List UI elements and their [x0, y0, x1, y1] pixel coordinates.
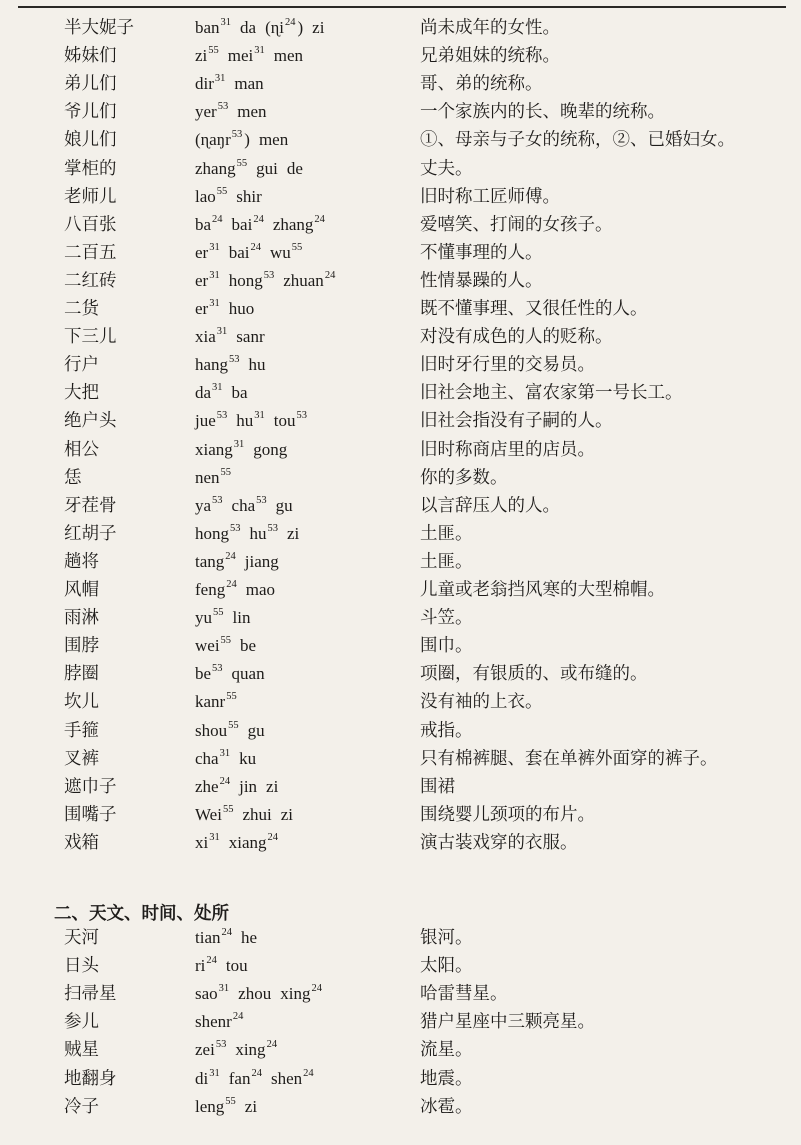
- syllable: be: [240, 636, 257, 656]
- syllable: tang$^{24}$: [195, 550, 236, 571]
- tone-number: 55: [216, 185, 228, 197]
- dialect-word: 地翻身: [64, 1068, 117, 1089]
- definition: 旧社会指没有子嗣的人。: [420, 411, 613, 432]
- syllable: ): [297, 18, 304, 37]
- glossary-row: [0, 660, 801, 688]
- definition: 旧时牙行里的交易员。: [420, 355, 595, 376]
- syllable: (ɳaŋr$^{53}$: [195, 129, 243, 150]
- definition: 兄弟姐妹的统称。: [420, 46, 560, 67]
- glossary-row: [0, 1036, 801, 1064]
- dialect-word: 叉裤: [64, 748, 99, 769]
- tone-number: 24: [311, 983, 322, 995]
- definition: 土匪。: [420, 551, 473, 572]
- glossary-row: [0, 1065, 801, 1093]
- glossary-row: [0, 211, 801, 239]
- pronunciation: [195, 98, 276, 129]
- definition: 对没有成色的人的贬称。: [420, 327, 613, 348]
- dialect-word: 围嘴子: [64, 804, 117, 825]
- tone-number: 31: [219, 747, 231, 759]
- pronunciation: [195, 1093, 266, 1124]
- tone-number: 53: [267, 522, 278, 534]
- tone-number: 55: [213, 607, 224, 619]
- syllable: huo: [228, 299, 255, 318]
- syllable: cha$^{31}$: [195, 747, 231, 768]
- syllable: $er^{31}$: [195, 298, 220, 318]
- glossary-row: [0, 1008, 801, 1036]
- syllable: bai$^{24}$: [228, 241, 261, 262]
- dialect-word: 天河: [64, 928, 99, 948]
- syllable: hu: [248, 355, 266, 375]
- syllable: zhuan$^{24}$: [283, 269, 336, 290]
- glossary-row: [0, 295, 801, 323]
- tone-number: 24: [212, 213, 223, 225]
- syllable: xing$^{24}$: [280, 983, 322, 1004]
- dialect-word: 牙茬骨: [64, 495, 117, 516]
- glossary-row: [0, 70, 801, 98]
- tone-number: 53: [296, 410, 308, 422]
- syllable: zi: [266, 776, 279, 796]
- glossary-row: [0, 1093, 801, 1121]
- pronunciation: [195, 42, 312, 73]
- syllable: shou$^{55}$: [195, 719, 239, 740]
- syllable: zi: [287, 523, 300, 543]
- glossary-row: [0, 436, 801, 464]
- glossary-row: [0, 126, 801, 154]
- pronunciation: [195, 407, 316, 438]
- syllable: da: [240, 18, 257, 37]
- tone-number: 53: [215, 1039, 227, 1051]
- syllable: $yu^{55}$: [195, 607, 224, 628]
- definition: 斗笠。: [420, 608, 473, 629]
- pronunciation: [195, 952, 257, 983]
- dialect-word: 脖圈: [64, 664, 99, 685]
- definition: 银河。: [420, 928, 473, 948]
- dialect-word: 围脖: [64, 636, 99, 657]
- definition: ①、母亲与子女的统称，②、已婚妇女。: [420, 130, 735, 151]
- glossary-row: [0, 239, 801, 267]
- glossary-row: [0, 924, 801, 952]
- syllable: (ɳi$^{24}$: [265, 17, 296, 37]
- glossary-row: [0, 717, 801, 745]
- glossary-row: [0, 98, 801, 126]
- definition: 只有棉裤腿、套在单裤外面穿的裤子。: [420, 748, 718, 769]
- syllable: feng$^{24}$: [195, 579, 237, 599]
- pronunciation: [195, 801, 302, 832]
- syllable: $xi^{31}$: [195, 831, 220, 852]
- dialect-word: 八百张: [64, 214, 117, 235]
- tone-number: 55: [226, 691, 237, 703]
- dialect-word: 半大妮子: [64, 18, 134, 38]
- glossary-row: [0, 464, 801, 492]
- tone-number: 53: [212, 663, 223, 675]
- pronunciation: [195, 126, 297, 157]
- syllable: men: [258, 130, 289, 150]
- glossary-row: [0, 267, 801, 295]
- tone-number: 31: [216, 326, 228, 338]
- tone-number: 55: [236, 157, 248, 169]
- glossary-row: [0, 632, 801, 660]
- syllable: $be^{53}$: [195, 663, 223, 684]
- definition: 没有袖的上衣。: [420, 692, 543, 713]
- dialect-word: 娘儿们: [64, 130, 117, 151]
- dialect-word: 贼星: [64, 1040, 99, 1061]
- tone-number: 53: [263, 269, 275, 281]
- definition: 地震。: [420, 1068, 473, 1089]
- syllable: $wu^{55}$: [270, 241, 303, 262]
- dialect-word: 二百五: [64, 242, 117, 263]
- tone-number: 24: [232, 1011, 244, 1023]
- pronunciation: [195, 829, 287, 860]
- tone-number: 24: [226, 579, 237, 590]
- definition: 太阳。: [420, 956, 473, 977]
- pronunciation: [195, 295, 263, 326]
- dialect-word: 相公: [64, 439, 99, 460]
- dialect-word: 风帽: [64, 580, 99, 600]
- pronunciation: [195, 924, 266, 955]
- tone-number: 24: [284, 17, 296, 28]
- pronunciation: [195, 548, 288, 579]
- glossary-row: [0, 745, 801, 773]
- dialect-word: 戏箱: [64, 832, 99, 853]
- dialect-word: 二红砖: [64, 270, 117, 291]
- tone-number: 24: [225, 550, 236, 562]
- syllable: jue$^{53}$: [195, 410, 228, 431]
- tone-number: 55: [208, 45, 219, 57]
- dialect-word: 大把: [64, 383, 99, 404]
- glossary-row: [0, 980, 801, 1008]
- dialect-word: 恁: [64, 467, 82, 488]
- syllable: cha$^{53}$: [231, 494, 267, 515]
- dialect-word: 老师儿: [64, 186, 117, 207]
- syllable: gu: [275, 495, 293, 515]
- definition: 项圈，有银质的、或布缝的。: [420, 664, 648, 685]
- tone-number: 24: [314, 213, 325, 225]
- syllable: bai$^{24}$: [231, 213, 264, 234]
- tone-number: 53: [216, 410, 228, 422]
- tone-number: 31: [209, 269, 220, 281]
- glossary-row: [0, 688, 801, 716]
- syllable: gong: [253, 439, 288, 459]
- syllable: lin: [232, 608, 251, 628]
- definition: 旧时称商店里的店员。: [420, 439, 595, 460]
- syllable: shenr$^{24}$: [195, 1011, 244, 1032]
- definition: 旧时称工匠师傅。: [420, 186, 560, 207]
- syllable: $ya^{53}$: [195, 494, 223, 515]
- syllable: zhang$^{24}$: [272, 213, 325, 234]
- tone-number: 24: [266, 1039, 278, 1051]
- definition: 冰雹。: [420, 1096, 473, 1117]
- syllable: xiang$^{31}$: [195, 438, 245, 459]
- dialect-word: 爷儿们: [64, 102, 117, 123]
- dialect-word: 趟将: [64, 551, 99, 572]
- tone-number: 31: [209, 1067, 220, 1079]
- tone-number: 53: [231, 129, 243, 141]
- tone-number: 31: [233, 438, 245, 450]
- glossary-row: [0, 42, 801, 70]
- syllable: xiang$^{24}$: [228, 831, 279, 852]
- syllable: sanr: [236, 327, 265, 347]
- glossary-row: [0, 576, 801, 604]
- definition: 演古装戏穿的衣服。: [420, 832, 578, 853]
- glossary-row: [0, 548, 801, 576]
- syllable: tian$^{24}$: [195, 927, 232, 947]
- definition: 丈夫。: [420, 158, 473, 179]
- syllable: ): [244, 130, 250, 150]
- syllable: yer$^{53}$: [195, 101, 229, 122]
- syllable: dir$^{31}$: [195, 73, 226, 94]
- pronunciation: [195, 436, 296, 467]
- tone-number: 55: [291, 241, 303, 253]
- definition: 哈雷彗星。: [420, 984, 508, 1005]
- tone-number: 31: [254, 45, 265, 57]
- pronunciation: [195, 688, 246, 719]
- syllable: hong$^{53}$: [228, 269, 275, 290]
- syllable: $di^{31}$: [195, 1067, 220, 1088]
- tone-number: 53: [229, 354, 240, 366]
- syllable: fan$^{24}$: [228, 1067, 262, 1088]
- definition: 哥、弟的统称。: [420, 74, 543, 95]
- syllable: sao$^{31}$: [195, 983, 230, 1004]
- tone-number: 24: [324, 269, 336, 281]
- definition: 尚未成年的女性。: [420, 18, 560, 38]
- syllable: mao: [245, 580, 275, 599]
- syllable: mei$^{31}$: [227, 45, 265, 66]
- tone-number: 24: [253, 213, 264, 225]
- tone-number: 24: [251, 1067, 262, 1079]
- dialect-word: 下三儿: [64, 327, 117, 348]
- tone-number: 55: [228, 719, 239, 731]
- definition: 围裙: [420, 776, 455, 797]
- syllable: $er^{31}$: [195, 241, 220, 262]
- definition: 爱嘻笑、打闹的女孩子。: [420, 214, 613, 235]
- dialect-word: 手箍: [64, 720, 99, 741]
- syllable: zhang$^{55}$: [195, 157, 248, 178]
- definition: 流星。: [420, 1040, 473, 1061]
- pronunciation: [195, 323, 274, 354]
- pronunciation: [195, 520, 308, 551]
- glossary-row: [0, 14, 801, 42]
- glossary-row: [0, 155, 801, 183]
- definition: 以言辞压人的人。: [420, 495, 560, 516]
- pronunciation: [195, 351, 275, 382]
- pronunciation: [195, 14, 333, 45]
- definition: 戒指。: [420, 720, 473, 741]
- glossary-row: [0, 952, 801, 980]
- syllable: xing$^{24}$: [235, 1039, 278, 1060]
- pronunciation: [195, 267, 344, 298]
- tone-number: 31: [212, 382, 223, 394]
- syllable: $hu^{31}$: [236, 410, 265, 431]
- dialect-word: 姊妹们: [64, 46, 117, 67]
- syllable: zi: [280, 804, 294, 824]
- tone-number: 53: [230, 522, 241, 534]
- pronunciation: [195, 773, 287, 804]
- pronunciation: [195, 155, 312, 186]
- syllable: zhui: [242, 804, 272, 824]
- pronunciation: [195, 211, 334, 242]
- tone-number: 31: [254, 410, 265, 422]
- syllable: he: [241, 928, 258, 947]
- syllable: ban$^{31}$: [195, 17, 232, 37]
- syllable: tou: [225, 956, 248, 976]
- pronunciation: [195, 70, 273, 101]
- glossary-row: [0, 520, 801, 548]
- syllable: jiang: [244, 551, 279, 571]
- definition: 围绕婴儿颈项的布片。: [420, 804, 595, 825]
- syllable: $hu^{53}$: [249, 522, 278, 543]
- glossary-row: [0, 323, 801, 351]
- syllable: $zi^{55}$: [195, 45, 219, 66]
- glossary-row: [0, 379, 801, 407]
- tone-number: 24: [303, 1067, 314, 1079]
- definition: 你的多数。: [420, 467, 508, 488]
- glossary-row: [0, 773, 801, 801]
- tone-number: 31: [209, 831, 220, 843]
- pronunciation: [195, 183, 271, 214]
- tone-number: 55: [225, 1095, 236, 1107]
- pronunciation: [195, 379, 257, 410]
- syllable: $ba^{24}$: [195, 213, 223, 234]
- dialect-word: 参儿: [64, 1012, 99, 1033]
- section-heading: 二、天文、时间、处所: [54, 904, 229, 924]
- syllable: wei$^{55}$: [195, 635, 232, 656]
- tone-number: 55: [220, 635, 232, 647]
- syllable: zi: [244, 1096, 258, 1116]
- glossary-row: [0, 801, 801, 829]
- glossary-row: [0, 351, 801, 379]
- syllable: tou$^{53}$: [273, 410, 308, 431]
- pronunciation: [195, 464, 240, 495]
- syllable: de: [286, 158, 303, 178]
- syllable: zei$^{53}$: [195, 1039, 227, 1060]
- dialect-word: 掌柜的: [64, 158, 117, 179]
- dialect-word: 弟儿们: [64, 74, 117, 95]
- pronunciation: [195, 1065, 323, 1096]
- glossary-row: [0, 829, 801, 857]
- syllable: men: [237, 102, 267, 122]
- definition: 土匪。: [420, 523, 473, 544]
- glossary-row: [0, 407, 801, 435]
- syllable: nen$^{55}$: [195, 466, 232, 487]
- tone-number: 24: [250, 241, 261, 253]
- tone-number: 53: [217, 101, 229, 113]
- tone-number: 24: [267, 831, 279, 843]
- pronunciation: [195, 576, 284, 607]
- tone-number: 31: [209, 298, 220, 309]
- tone-number: 55: [220, 466, 232, 478]
- pronunciation: [195, 980, 331, 1011]
- definition: 不懂事理的人。: [420, 242, 543, 263]
- dialect-word: 绝户头: [64, 411, 117, 432]
- syllable: shir: [236, 186, 262, 206]
- pronunciation: [195, 1008, 252, 1039]
- pronunciation: [195, 660, 274, 691]
- dialect-word: 行户: [64, 355, 99, 376]
- dialect-word: 冷子: [64, 1096, 99, 1117]
- tone-number: 24: [206, 955, 217, 967]
- definition: 围巾。: [420, 636, 473, 657]
- syllable: ba: [231, 383, 248, 403]
- glossary-row: [0, 183, 801, 211]
- glossary-row: [0, 492, 801, 520]
- syllable: lao$^{55}$: [195, 185, 228, 206]
- dialect-word: 扫帚星: [64, 984, 117, 1005]
- syllable: zi: [312, 18, 325, 37]
- syllable: hong$^{53}$: [195, 522, 241, 543]
- tone-number: 31: [220, 17, 232, 28]
- syllable: ku: [239, 748, 257, 768]
- syllable: jin: [239, 776, 258, 796]
- pronunciation: [195, 604, 259, 635]
- tone-number: 53: [256, 494, 267, 506]
- syllable: man: [234, 74, 264, 94]
- syllable: quan: [231, 664, 265, 684]
- tone-number: 53: [212, 494, 223, 506]
- syllable: shen$^{24}$: [270, 1067, 314, 1088]
- dialect-word: 遮巾子: [64, 776, 117, 797]
- syllable: gu: [247, 720, 265, 740]
- definition: 猎户星座中三颗亮星。: [420, 1012, 595, 1033]
- tone-number: 31: [214, 73, 226, 85]
- pronunciation: [195, 492, 302, 523]
- dialect-word: 二货: [64, 299, 99, 319]
- tone-number: 31: [209, 241, 220, 253]
- dialect-word: 红胡子: [64, 523, 117, 544]
- syllable: $er^{31}$: [195, 269, 220, 290]
- definition: 旧社会地主、富农家第一号长工。: [420, 383, 683, 404]
- syllable: Wei$^{55}$: [195, 803, 234, 824]
- dialect-word: 雨淋: [64, 608, 99, 629]
- syllable: zhe$^{24}$: [195, 775, 231, 796]
- syllable: $ri^{24}$: [195, 955, 217, 976]
- tone-number: 55: [222, 803, 234, 815]
- syllable: men: [273, 46, 304, 66]
- syllable: kanr$^{55}$: [195, 691, 237, 712]
- syllable: zhou: [238, 984, 272, 1004]
- glossary-row: [0, 604, 801, 632]
- dialect-word: 日头: [64, 956, 99, 977]
- pronunciation: [195, 239, 311, 270]
- syllable: gui: [256, 158, 278, 178]
- tone-number: 24: [219, 775, 231, 787]
- definition: 一个家族内的长、晚辈的统称。: [420, 102, 665, 123]
- definition: 儿童或老翁挡风寒的大型棉帽。: [420, 580, 665, 600]
- pronunciation: [195, 745, 265, 776]
- syllable: $da^{31}$: [195, 382, 223, 403]
- pronunciation: [195, 632, 265, 663]
- definition: 性情暴躁的人。: [420, 270, 543, 291]
- dialect-word: 坎儿: [64, 692, 99, 713]
- definition: 既不懂事理、又很任性的人。: [420, 299, 648, 319]
- syllable: hang$^{53}$: [195, 354, 240, 375]
- syllable: leng$^{55}$: [195, 1095, 236, 1116]
- syllable: xia$^{31}$: [195, 326, 228, 347]
- tone-number: 31: [218, 983, 230, 995]
- pronunciation: [195, 717, 274, 748]
- tone-number: 24: [221, 927, 232, 938]
- pronunciation: [195, 1036, 286, 1067]
